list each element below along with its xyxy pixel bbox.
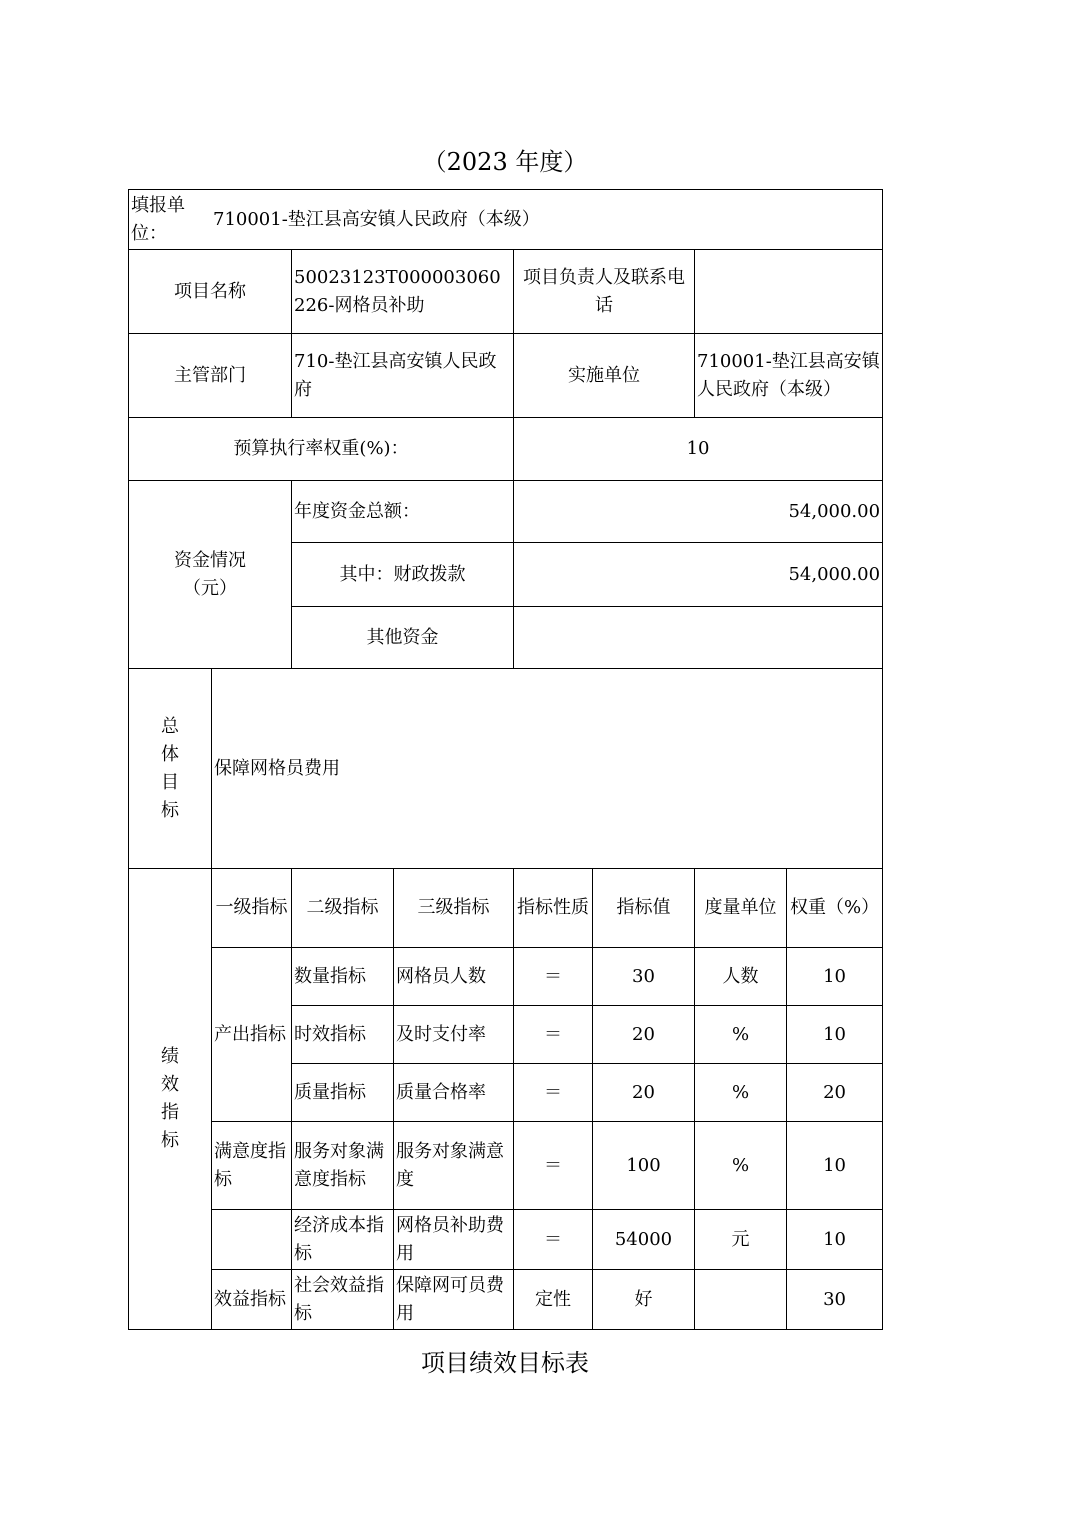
nature-cell: ＝ (514, 1122, 593, 1210)
level3-cell: 网格员人数 (394, 948, 514, 1006)
overall-goal-value: 保障网格员费用 (212, 669, 883, 869)
header-level3: 三级指标 (394, 869, 514, 948)
value-cell: 30 (593, 948, 695, 1006)
dept-label: 主管部门 (129, 334, 292, 418)
unit-label: 填报单位： (131, 194, 185, 244)
project-leader-label: 项目负责人及联系电话 (514, 250, 695, 334)
weight-cell: 10 (787, 1210, 883, 1270)
project-name-value: 50023123T000003060226-网格员补助 (292, 250, 514, 334)
nature-cell: 定性 (514, 1270, 593, 1330)
table-row (129, 1270, 883, 1330)
unit-cell: 人数 (695, 948, 787, 1006)
level1-cell: 满意度指标 (212, 1122, 292, 1210)
nature-cell: ＝ (514, 1210, 593, 1270)
table-row (129, 1210, 883, 1270)
funds-other-value (514, 607, 883, 669)
value-cell: 20 (593, 1006, 695, 1064)
unit-cell: 元 (695, 1210, 787, 1270)
nature-cell: ＝ (514, 1006, 593, 1064)
dept-value: 710-垫江县高安镇人民政府 (292, 334, 514, 418)
impl-unit-label: 实施单位 (514, 334, 695, 418)
header-level1: 一级指标 (212, 869, 292, 948)
budget-weight-label: 预算执行率权重(%)： (129, 418, 514, 481)
unit-value: 710001-垫江县高安镇人民政府（本级） (213, 208, 540, 230)
level3-cell: 质量合格率 (394, 1064, 514, 1122)
level3-cell: 网格员补助费用 (394, 1210, 514, 1270)
table-caption: 项目绩效目标表 (421, 1349, 589, 1377)
level2-cell: 数量指标 (292, 948, 394, 1006)
funds-fiscal-value: 54,000.00 (514, 543, 883, 607)
overall-goal-label: 总体目标 (129, 669, 212, 869)
level2-cell: 经济成本指标 (292, 1210, 394, 1270)
project-name-label: 项目名称 (129, 250, 292, 334)
weight-cell: 10 (787, 948, 883, 1006)
header-value: 指标值 (593, 869, 695, 948)
level1-cell: 产出指标 (212, 948, 292, 1122)
perf-indicators-label: 绩效指标 (129, 869, 212, 1330)
funds-label: 资金情况（元） (129, 481, 292, 669)
project-leader-value (695, 250, 883, 334)
funds-total-value: 54,000.00 (514, 481, 883, 543)
header-level2: 二级指标 (292, 869, 394, 948)
performance-target-table (128, 189, 883, 1330)
nature-cell: ＝ (514, 948, 593, 1006)
unit-row (129, 190, 883, 250)
table-row (129, 948, 883, 1006)
weight-cell: 10 (787, 1122, 883, 1210)
weight-cell: 30 (787, 1270, 883, 1330)
value-cell: 54000 (593, 1210, 695, 1270)
header-weight: 权重（%） (787, 869, 883, 948)
level2-cell: 时效指标 (292, 1006, 394, 1064)
level2-cell: 质量指标 (292, 1064, 394, 1122)
level3-cell: 服务对象满意度 (394, 1122, 514, 1210)
funds-other-label: 其他资金 (292, 607, 514, 669)
level2-cell: 社会效益指标 (292, 1270, 394, 1330)
level1-cell (212, 1210, 292, 1270)
value-cell: 好 (593, 1270, 695, 1330)
header-unit: 度量单位 (695, 869, 787, 948)
level3-cell: 保障网可员费用 (394, 1270, 514, 1330)
value-cell: 100 (593, 1122, 695, 1210)
weight-cell: 10 (787, 1006, 883, 1064)
unit-cell: % (695, 1006, 787, 1064)
unit-cell (695, 1270, 787, 1330)
nature-cell: ＝ (514, 1064, 593, 1122)
unit-cell: % (695, 1064, 787, 1122)
header-nature: 指标性质 (514, 869, 593, 948)
funds-fiscal-label: 其中：财政拨款 (292, 543, 514, 607)
level3-cell: 及时支付率 (394, 1006, 514, 1064)
level2-cell: 服务对象满意度指标 (292, 1122, 394, 1210)
impl-unit-value: 710001-垫江县高安镇人民政府（本级） (695, 334, 883, 418)
table-row (129, 1122, 883, 1210)
weight-cell: 20 (787, 1064, 883, 1122)
value-cell: 20 (593, 1064, 695, 1122)
budget-weight-value: 10 (514, 418, 883, 481)
report-year: （2023 年度） (422, 148, 588, 176)
unit-cell: % (695, 1122, 787, 1210)
funds-total-label: 年度资金总额： (292, 481, 514, 543)
level1-cell: 效益指标 (212, 1270, 292, 1330)
